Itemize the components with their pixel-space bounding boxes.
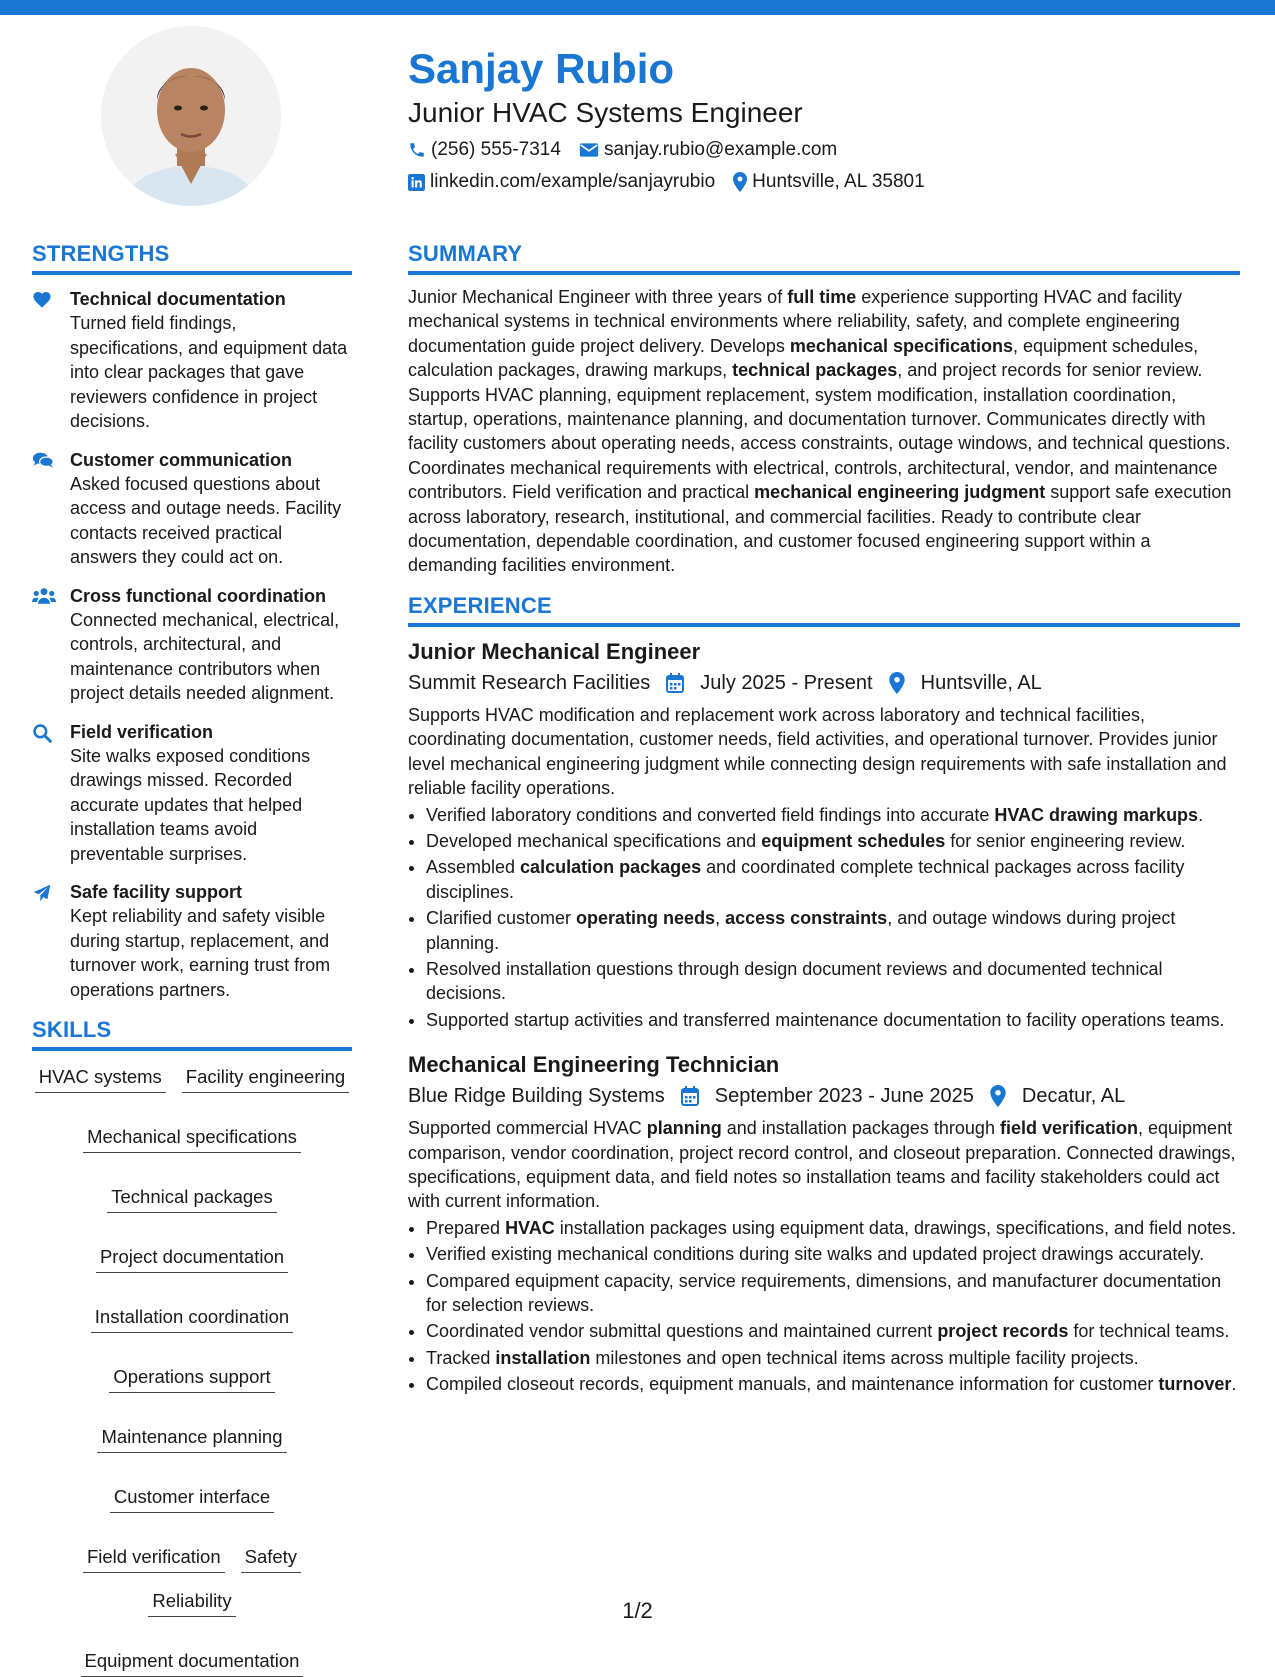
phone-icon [408, 141, 426, 159]
strength-item [32, 880, 352, 1002]
strengths-list [32, 287, 352, 1002]
strength-description: Site walks exposed conditions drawings missed. Recorded accurate updates that helped installation teams avoid preventable surprises. [70, 745, 311, 864]
job-bullet: • Verified laboratory conditions and converted field findings into accurate HVAC drawing markups. [426, 803, 1240, 827]
skill-tag: Safety [241, 1545, 301, 1573]
linkedin-item[interactable] [408, 170, 715, 194]
summary-text: Junior Mechanical Engineer with three years of full time experience supporting HVAC and facility mechanical systems in technical environments where reliability, safety, and complete engineering documentation guide project delivery. Develops mechanical specifications, equipment schedules, calculation packages, drawing markups, technical packages, and project records for senior review. Supports HVAC planning, equipment replacement, system modification, installation coordination, startup, operations, maintenance planning, and documentation turnover. Communicates directly with facility customers about operating needs, access constraints, outage windows, and technical questions. Coordinates mechanical requirements with electrical, controls, architectural, vendor, and maintenance contributors. Field verification and practical mechanical engineering judgment support safe execution across laboratory, research, institutional, and commercial facilities. Ready to contribute clear documentation, dependable coordination, and customer focused engineering support within a demanding facilities environment. [408, 287, 1232, 576]
skill-tag: Mechanical specifications [83, 1125, 301, 1153]
envelope-icon [579, 142, 599, 158]
job-bullets [408, 1216, 1240, 1397]
job-dates-text: July 2025 - Present [700, 671, 873, 694]
contact-row-2 [408, 170, 1228, 194]
skill-tag: Facility engineering [182, 1065, 349, 1093]
linkedin-icon [408, 174, 425, 191]
job-bullet: • Clarified customer operating needs, access constraints, and outage windows during project planning. [426, 906, 1240, 955]
job-dates [681, 1082, 974, 1110]
job-bullet: • Prepared HVAC installation packages using equipment data, drawings, specifications, and field notes. [426, 1216, 1240, 1240]
skill-tag: Project documentation [96, 1245, 288, 1273]
skill-tag: Maintenance planning [97, 1425, 286, 1453]
map-pin-icon [733, 172, 747, 192]
skill-tag: HVAC systems [35, 1065, 166, 1093]
phone-text: (256) 555-7314 [431, 139, 561, 160]
linkedin-text[interactable]: linkedin.com/example/sanjayrubio [430, 171, 716, 192]
job-bullet: • Compiled closeout records, equipment manuals, and maintenance information for customer turnover. [426, 1372, 1240, 1396]
job-dates-text: September 2023 - June 2025 [714, 1085, 974, 1108]
job-bullet: • Tracked installation milestones and open technical items across multiple facility projects. [426, 1346, 1240, 1370]
skill-tag: Field verification [83, 1545, 225, 1573]
profile-photo [101, 26, 281, 206]
map-pin-icon [990, 1085, 1014, 1107]
left-column [32, 240, 352, 1677]
job-bullet: • Developed mechanical specifications and equipment schedules for senior engineering review. [426, 829, 1240, 853]
resume-header [408, 42, 1228, 194]
strengths-heading: STRENGTHS [32, 240, 352, 275]
map-pin-icon [889, 672, 913, 694]
phone-item [408, 138, 561, 162]
skill-tag: Installation coordination [91, 1305, 293, 1333]
strength-item [32, 448, 352, 570]
email-item[interactable] [579, 138, 837, 162]
top-accent-bar [0, 0, 1275, 15]
strength-title: Field verification [70, 721, 214, 742]
job-description: Supports HVAC modification and replacement work across laboratory and technical facilities, coordinating documentation, customer needs, field activities, and operational turnover. Provides junior level mechanical engineering judgment while connecting design requirements with safe installation and reliable facility operations. [408, 704, 1227, 799]
strength-description: Asked focused questions about access and outage needs. Facility contacts received practical answers they could act on. [70, 473, 342, 567]
skill-tag: Operations support [109, 1365, 274, 1393]
skill-tag: Customer interface [110, 1485, 274, 1513]
job-entry [408, 637, 1240, 1032]
strength-title: Technical documentation [70, 289, 286, 309]
job-company: Summit Research Facilities [408, 671, 651, 694]
job-bullets [408, 803, 1240, 1033]
right-column [408, 240, 1240, 1399]
location-item [733, 170, 925, 194]
job-entry [408, 1050, 1240, 1396]
job-title: Mechanical Engineering Technician [408, 1052, 780, 1078]
strength-title: Safe facility support [70, 882, 243, 902]
strength-title: Cross functional coordination [70, 585, 327, 606]
strength-description: Turned field findings, specifications, and equipment data into clear packages that gave reviewers confidence in project decisions. [70, 313, 348, 431]
skills-list [32, 1065, 352, 1677]
strength-item [32, 584, 352, 706]
job-location [889, 669, 1042, 697]
paper-plane-icon [32, 880, 70, 1002]
job-company: Blue Ridge Building Systems [408, 1085, 665, 1108]
skill-tag: Equipment documentation [81, 1649, 304, 1677]
job-bullet: • Supported startup activities and transferred maintenance documentation to facility operations teams. [426, 1008, 1240, 1032]
email-text[interactable]: sanjay.rubio@example.com [603, 139, 838, 160]
experience-heading: EXPERIENCE [408, 592, 1240, 627]
strength-title: Customer communication [70, 449, 293, 470]
job-title: Junior Mechanical Engineer [408, 638, 701, 664]
job-location-text: Huntsville, AL [920, 671, 1042, 694]
calendar-icon [666, 673, 692, 693]
summary-heading: SUMMARY [408, 240, 1240, 275]
job-bullet: • Resolved installation questions through design document reviews and documented technical decisions. [426, 957, 1240, 1006]
users-icon [32, 584, 70, 706]
candidate-title: Junior HVAC Systems Engineer [408, 97, 803, 128]
job-meta [408, 1082, 1240, 1110]
job-bullet: • Verified existing mechanical conditions during site walks and updated project drawings accurately. [426, 1242, 1240, 1266]
comments-icon [32, 448, 70, 570]
job-bullet: • Compared equipment capacity, service requirements, dimensions, and manufacturer documentation for selection reviews. [426, 1269, 1240, 1318]
job-description: Supported commercial HVAC planning and installation packages through field verification, equipment comparison, vendor coordination, project record control, and closeout preparation. Connected drawings, specifications, equipment data, and field notes so installation teams and facility stakeholders could act with current information. [408, 1118, 1236, 1212]
page-number: 1/2 [622, 1598, 653, 1623]
heart-icon [32, 287, 70, 434]
job-dates [666, 669, 872, 697]
contact-row-1 [408, 138, 1228, 162]
strength-description: Kept reliability and safety visible during startup, replacement, and turnover work, earning trust from operations partners. [70, 906, 331, 1000]
skill-tag: Technical packages [107, 1185, 276, 1213]
location-text: Huntsville, AL 35801 [752, 171, 925, 192]
search-icon [32, 720, 70, 867]
calendar-icon [681, 1086, 707, 1106]
skills-heading: SKILLS [32, 1016, 352, 1051]
job-location-text: Decatur, AL [1021, 1085, 1126, 1108]
job-bullet: • Assembled calculation packages and coordinated complete technical packages across facility disciplines. [426, 855, 1240, 904]
job-meta [408, 669, 1240, 697]
strength-item [32, 720, 352, 867]
strength-item [32, 287, 352, 434]
skill-tag: Reliability [148, 1589, 235, 1617]
candidate-name: Sanjay Rubio [408, 45, 675, 92]
jobs-list [408, 637, 1240, 1397]
job-bullet: • Coordinated vendor submittal questions and maintained current project records for technical teams. [426, 1319, 1240, 1343]
strength-description: Connected mechanical, electrical, controls, architectural, and maintenance contributors when project details needed alignment. [70, 609, 340, 703]
job-location [990, 1082, 1125, 1110]
